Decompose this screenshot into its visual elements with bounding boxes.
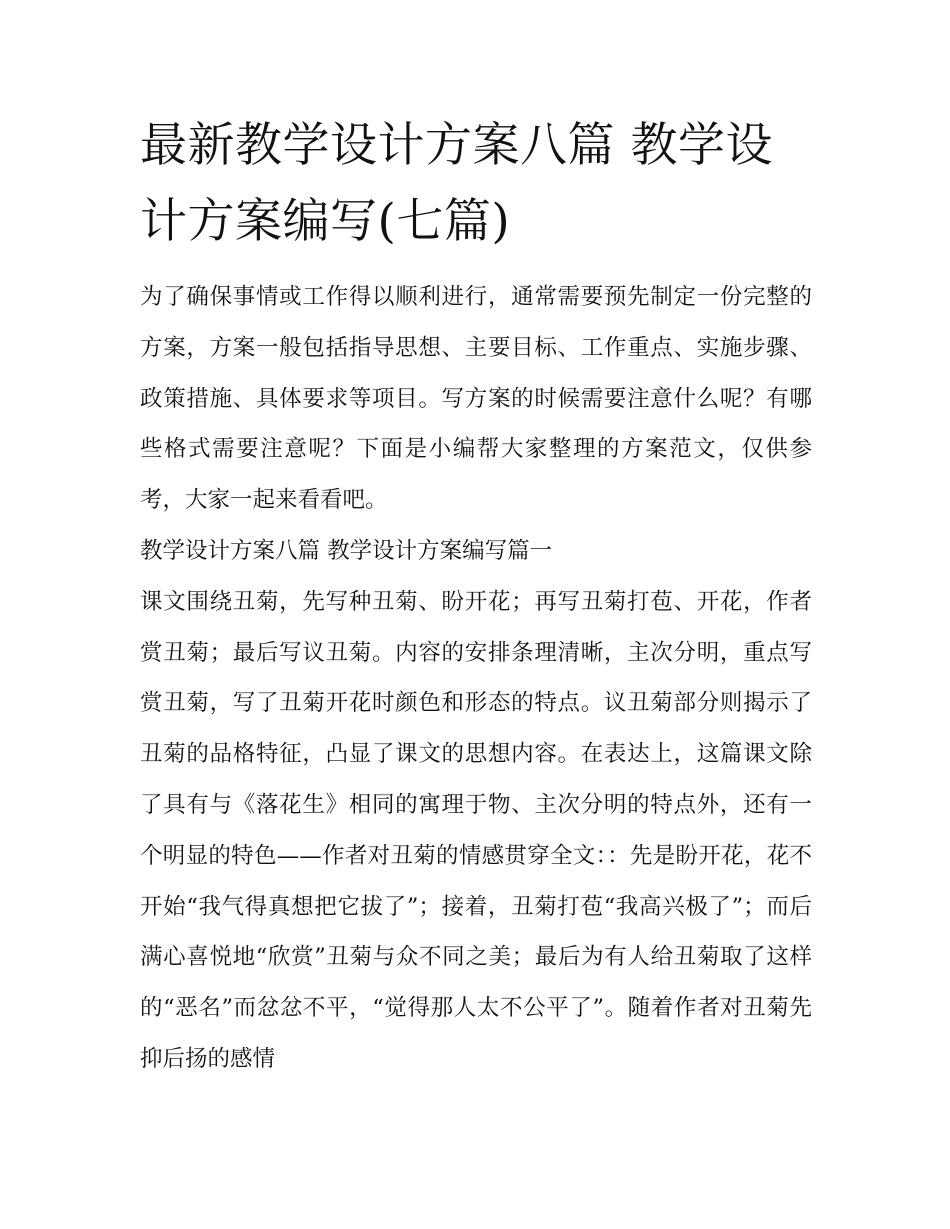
section-paragraph: 课文围绕丑菊，先写种丑菊、盼开花；再写丑菊打苞、开花，作者赏丑菊；最后写议丑菊。内容的安排条理清晰，主次分明，重点写赏丑菊，写了丑菊开花时颜色和形态的特点。议丑菊部分则揭示了丑菊的品格特征，凸显了课文的思想内容。在表达上，这篇课文除了具有与《落花生》相同的寓理于物、主次分明的特点外，还有一个明显的特色——作者对丑菊的情感贯穿全文：：先是盼开花，花不开始“我气得真想把它拔了”；接着，丑菊打苞“我高兴极了”；而后满心喜悦地“欣赏”丑菊与众不同之美；最后为有人给丑菊取了这样的“恶名”而忿忿不平，“觉得那人太不公平了”。随着作者对丑菊先抑后扬的感情 (140, 588, 812, 1072)
document-content (140, 108, 812, 1085)
intro-paragraph: 为了确保事情或工作得以顺利进行，通常需要预先制定一份完整的方案，方案一般包括指导思想、主要目标、工作重点、实施步骤、政策措施、具体要求等项目。写方案的时候需要注意什么呢？有哪些格式需要注意呢？下面是小编帮大家整理的方案范文，仅供参考，大家一起来看看吧。 (140, 284, 812, 514)
document-title: 最新教学设计方案八篇 教学设计方案编写(七篇) (140, 118, 773, 249)
section-heading: 教学设计方案八篇 教学设计方案编写篇一 (140, 537, 553, 564)
